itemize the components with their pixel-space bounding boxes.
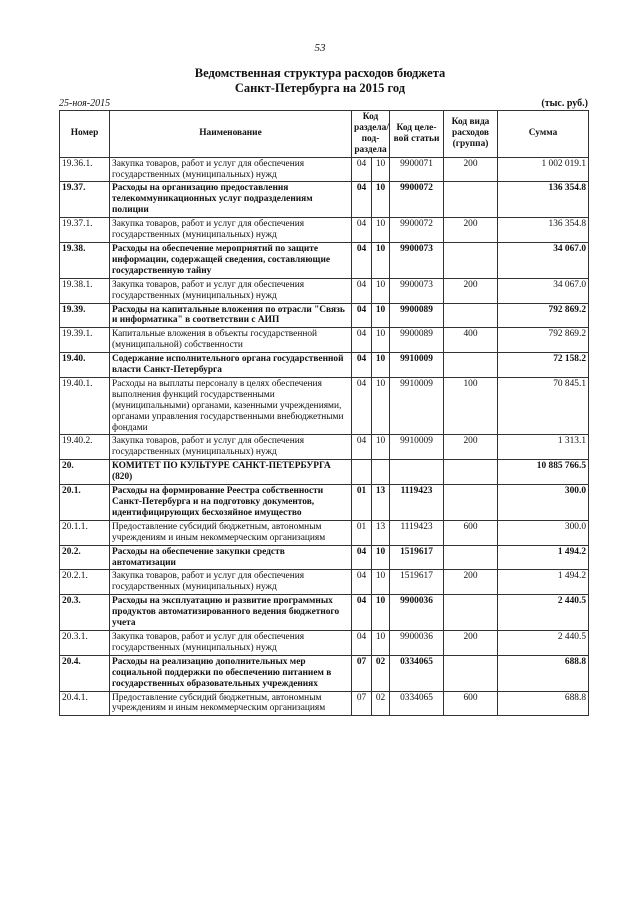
- row-article-code: 9900036: [390, 595, 444, 631]
- row-number: 19.37.: [60, 182, 110, 218]
- row-number: 19.36.1.: [60, 157, 110, 182]
- row-section-code: 04: [352, 353, 372, 378]
- row-name: Расходы на обеспечение мероприятий по защите информации, содержащей сведения, составляющие государственную тайну: [110, 242, 352, 278]
- row-article-code: 9900089: [390, 303, 444, 328]
- row-section-code: 04: [352, 630, 372, 655]
- row-expense-group: 200: [444, 218, 498, 243]
- document-title: [0, 66, 640, 96]
- row-subsection-code: 13: [372, 520, 390, 545]
- row-name: Расходы на организацию предоставления телекоммуникационных услуг подразделениям полиции: [110, 182, 352, 218]
- row-section-code: 04: [352, 377, 372, 435]
- row-number: 19.40.2.: [60, 435, 110, 460]
- row-section-code: 01: [352, 485, 372, 521]
- row-name: Расходы на выплаты персоналу в целях обеспечения выполнения функций государственными (муниципальными) органами, казенными учреждениями, органами управления государственными внебюджетными фондами: [110, 377, 352, 435]
- row-sum: 1 494.2: [498, 545, 589, 570]
- row-article-code: 9910009: [390, 377, 444, 435]
- row-name: Расходы на формирование Реестра собственности Санкт-Петербурга и на подготовку документов, идентифицирующих бесхозяйное имущество: [110, 485, 352, 521]
- row-sum: 792 869.2: [498, 303, 589, 328]
- row-article-code: 1119423: [390, 520, 444, 545]
- table-row: [60, 182, 589, 218]
- row-subsection-code: 10: [372, 545, 390, 570]
- row-name: Расходы на капитальные вложения по отрасли "Связь и информатика" в соответствии с АИП: [110, 303, 352, 328]
- row-section-code: 04: [352, 303, 372, 328]
- table-row: [60, 655, 589, 691]
- row-name: Расходы на обеспечение закупки средств автоматизации: [110, 545, 352, 570]
- row-expense-group: 400: [444, 328, 498, 353]
- row-subsection-code: 10: [372, 278, 390, 303]
- table-row: [60, 157, 589, 182]
- row-number: 19.38.: [60, 242, 110, 278]
- table-row: [60, 328, 589, 353]
- header-sum: Сумма: [498, 111, 589, 158]
- row-section-code: 04: [352, 157, 372, 182]
- row-number: 19.37.1.: [60, 218, 110, 243]
- row-number: 19.38.1.: [60, 278, 110, 303]
- row-sum: 1 494.2: [498, 570, 589, 595]
- row-article-code: 9900072: [390, 218, 444, 243]
- row-expense-group: [444, 182, 498, 218]
- row-sum: 300.0: [498, 485, 589, 521]
- row-sum: 1 002 019.1: [498, 157, 589, 182]
- row-sum: 2 440.5: [498, 595, 589, 631]
- row-subsection-code: 10: [372, 157, 390, 182]
- row-section-code: 04: [352, 328, 372, 353]
- table-body: [60, 157, 589, 716]
- row-sum: 688.8: [498, 655, 589, 691]
- row-name: Закупка товаров, работ и услуг для обеспечения государственных (муниципальных) нужд: [110, 278, 352, 303]
- currency-unit: (тыс. руб.): [541, 98, 588, 109]
- row-section-code: 04: [352, 278, 372, 303]
- table-row: [60, 303, 589, 328]
- row-expense-group: [444, 460, 498, 485]
- row-number: 19.40.: [60, 353, 110, 378]
- header-name: Наименование: [110, 111, 352, 158]
- row-number: 19.40.1.: [60, 377, 110, 435]
- row-name: Расходы на эксплуатацию и развитие программных продуктов автоматизированного ведения бюджетного учета: [110, 595, 352, 631]
- title-line-1: Ведомственная структура расходов бюджета: [194, 66, 446, 80]
- row-article-code: 9900071: [390, 157, 444, 182]
- row-section-code: [352, 460, 372, 485]
- row-expense-group: [444, 595, 498, 631]
- row-name: Расходы на реализацию дополнительных мер социальной поддержки по обеспечению питанием в государственных образовательных учреждениях: [110, 655, 352, 691]
- row-number: 20.1.1.: [60, 520, 110, 545]
- row-article-code: 9910009: [390, 353, 444, 378]
- row-expense-group: [444, 242, 498, 278]
- header-expense-group: Код вида расходов (группа): [444, 111, 498, 158]
- row-name: Закупка товаров, работ и услуг для обеспечения государственных (муниципальных) нужд: [110, 218, 352, 243]
- row-subsection-code: 10: [372, 218, 390, 243]
- table-row: [60, 278, 589, 303]
- row-subsection-code: 13: [372, 485, 390, 521]
- table-row: [60, 570, 589, 595]
- table-row: [60, 218, 589, 243]
- row-subsection-code: 10: [372, 630, 390, 655]
- row-sum: 72 158.2: [498, 353, 589, 378]
- row-number: 20.3.: [60, 595, 110, 631]
- row-name: Закупка товаров, работ и услуг для обеспечения государственных (муниципальных) нужд: [110, 630, 352, 655]
- row-section-code: 04: [352, 242, 372, 278]
- row-article-code: [390, 460, 444, 485]
- row-sum: 70 845.1: [498, 377, 589, 435]
- row-name: Капитальные вложения в объекты государственной (муниципальной) собственности: [110, 328, 352, 353]
- row-number: 20.2.1.: [60, 570, 110, 595]
- row-sum: 1 313.1: [498, 435, 589, 460]
- row-sum: 10 885 766.5: [498, 460, 589, 485]
- row-subsection-code: [372, 460, 390, 485]
- row-article-code: 1119423: [390, 485, 444, 521]
- header-number: Номер: [60, 111, 110, 158]
- row-subsection-code: 10: [372, 182, 390, 218]
- row-sum: 136 354.8: [498, 182, 589, 218]
- row-subsection-code: 10: [372, 377, 390, 435]
- row-number: 20.4.: [60, 655, 110, 691]
- document-date: 25-ноя-2015: [59, 98, 111, 109]
- table-row: [60, 595, 589, 631]
- table-row: [60, 242, 589, 278]
- row-name: Закупка товаров, работ и услуг для обеспечения государственных (муниципальных) нужд: [110, 157, 352, 182]
- row-expense-group: [444, 353, 498, 378]
- row-article-code: 1519617: [390, 545, 444, 570]
- row-name: Содержание исполнительного органа государственной власти Санкт-Петербурга: [110, 353, 352, 378]
- row-article-code: 1519617: [390, 570, 444, 595]
- row-number: 19.39.: [60, 303, 110, 328]
- row-sum: 34 067.0: [498, 242, 589, 278]
- row-section-code: 04: [352, 218, 372, 243]
- budget-table: [59, 110, 589, 716]
- row-subsection-code: 10: [372, 303, 390, 328]
- row-number: 20.1.: [60, 485, 110, 521]
- row-expense-group: 600: [444, 520, 498, 545]
- row-article-code: 9900036: [390, 630, 444, 655]
- row-section-code: 01: [352, 520, 372, 545]
- row-section-code: 04: [352, 435, 372, 460]
- row-name: Предоставление субсидий бюджетным, автономным учреждениям и иным некоммерческим организациям: [110, 691, 352, 716]
- row-number: 20.3.1.: [60, 630, 110, 655]
- row-subsection-code: 02: [372, 655, 390, 691]
- row-article-code: 0334065: [390, 655, 444, 691]
- row-subsection-code: 10: [372, 353, 390, 378]
- table-header-row: [60, 111, 589, 158]
- row-subsection-code: 02: [372, 691, 390, 716]
- row-article-code: 9910009: [390, 435, 444, 460]
- table-row: [60, 520, 589, 545]
- row-name: Закупка товаров, работ и услуг для обеспечения государственных (муниципальных) нужд: [110, 435, 352, 460]
- header-article-code: Код целе-вой статьи: [390, 111, 444, 158]
- row-section-code: 04: [352, 595, 372, 631]
- row-number: 20.: [60, 460, 110, 485]
- table-row: [60, 630, 589, 655]
- row-article-code: 9900072: [390, 182, 444, 218]
- row-expense-group: [444, 655, 498, 691]
- row-sum: 688.8: [498, 691, 589, 716]
- row-number: 20.2.: [60, 545, 110, 570]
- row-number: 20.4.1.: [60, 691, 110, 716]
- row-sum: 300.0: [498, 520, 589, 545]
- row-subsection-code: 10: [372, 570, 390, 595]
- row-expense-group: [444, 485, 498, 521]
- row-expense-group: [444, 545, 498, 570]
- table-row: [60, 691, 589, 716]
- table-row: [60, 353, 589, 378]
- row-subsection-code: 10: [372, 242, 390, 278]
- row-expense-group: [444, 303, 498, 328]
- table-row: [60, 377, 589, 435]
- title-line-2: Санкт-Петербурга на 2015 год: [234, 81, 406, 95]
- row-article-code: 9900089: [390, 328, 444, 353]
- row-section-code: 04: [352, 182, 372, 218]
- row-subsection-code: 10: [372, 328, 390, 353]
- row-sum: 792 869.2: [498, 328, 589, 353]
- row-name: Закупка товаров, работ и услуг для обеспечения государственных (муниципальных) нужд: [110, 570, 352, 595]
- row-expense-group: 200: [444, 157, 498, 182]
- table-row: [60, 485, 589, 521]
- row-expense-group: 100: [444, 377, 498, 435]
- row-sum: 136 354.8: [498, 218, 589, 243]
- row-sum: 2 440.5: [498, 630, 589, 655]
- row-expense-group: 200: [444, 630, 498, 655]
- row-number: 19.39.1.: [60, 328, 110, 353]
- row-expense-group: 200: [444, 278, 498, 303]
- table-row: [60, 435, 589, 460]
- row-name: КОМИТЕТ ПО КУЛЬТУРЕ САНКТ-ПЕТЕРБУРГА (820): [110, 460, 352, 485]
- row-subsection-code: 10: [372, 595, 390, 631]
- row-article-code: 9900073: [390, 242, 444, 278]
- row-expense-group: 200: [444, 435, 498, 460]
- row-subsection-code: 10: [372, 435, 390, 460]
- row-name: Предоставление субсидий бюджетным, автономным учреждениям и иным некоммерческим организациям: [110, 520, 352, 545]
- page-number: 53: [314, 42, 326, 54]
- row-section-code: 04: [352, 545, 372, 570]
- row-article-code: 0334065: [390, 691, 444, 716]
- row-article-code: 9900073: [390, 278, 444, 303]
- table-row: [60, 545, 589, 570]
- row-expense-group: 200: [444, 570, 498, 595]
- row-sum: 34 067.0: [498, 278, 589, 303]
- row-section-code: 07: [352, 655, 372, 691]
- row-section-code: 04: [352, 570, 372, 595]
- table-row: [60, 460, 589, 485]
- header-section-code: Код раздела/ под-раздела: [352, 111, 390, 158]
- row-section-code: 07: [352, 691, 372, 716]
- row-expense-group: 600: [444, 691, 498, 716]
